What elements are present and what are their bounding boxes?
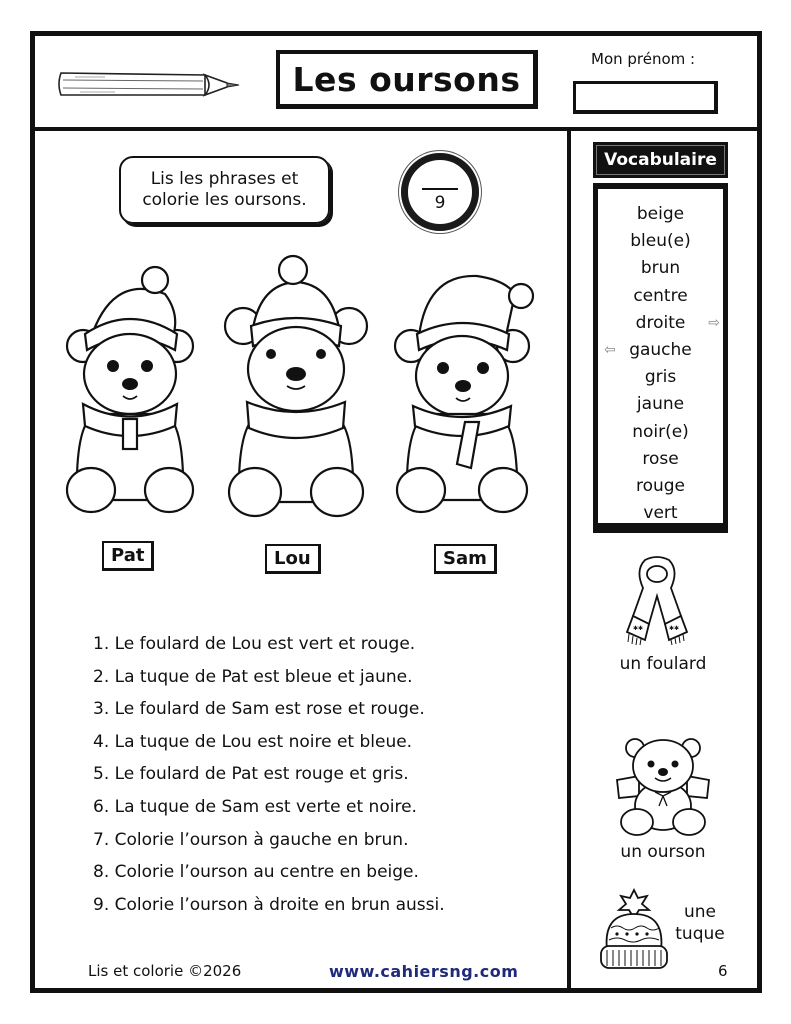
vocab-word-row — [598, 337, 723, 364]
bear-label-pat: Pat — [102, 541, 154, 571]
bear-label-lou: Lou — [265, 544, 321, 574]
vocab-word: centre — [633, 285, 688, 306]
winter-hat-icon — [597, 888, 671, 974]
sentence-item: 3. Le foulard de Sam est rose et rouge. — [93, 699, 425, 720]
name-label: Mon prénom : — [591, 50, 696, 68]
vocab-word: rose — [642, 448, 679, 469]
score-total: 9 — [434, 193, 446, 213]
svg-text:✱✱: ✱✱ — [633, 625, 644, 632]
page-title: Les oursons — [292, 59, 521, 99]
vocabulary-header: Vocabulaire — [593, 142, 728, 178]
worksheet — [30, 31, 762, 993]
vocab-word: gris — [644, 367, 677, 388]
sentence-list — [93, 628, 445, 921]
scarf-icon — [623, 554, 691, 646]
score-circle — [401, 153, 479, 231]
bear-lou-image[interactable] — [221, 254, 371, 534]
pencil-icon — [55, 69, 245, 99]
column-divider — [567, 131, 571, 988]
vocab-word: noir(e) — [632, 421, 689, 442]
vocabulary-box — [593, 183, 728, 533]
score-blank[interactable] — [422, 188, 458, 190]
vocab-word-row — [598, 310, 723, 337]
vocab-word: gauche — [629, 339, 692, 360]
header-divider — [35, 127, 757, 131]
sentence-item: 4. La tuque de Lou est noire et bleue. — [93, 731, 413, 752]
bear-caption: un ourson — [620, 842, 706, 862]
arrow-right-icon: ⇨ — [708, 314, 720, 331]
footer-website-link[interactable]: www.cahiersng.com — [329, 962, 519, 981]
hat-caption-line-1: une — [683, 902, 716, 922]
vocab-word: brun — [640, 258, 681, 279]
sentence-item: 6. La tuque de Sam est verte et noire. — [93, 796, 417, 817]
instruction-box — [119, 156, 330, 224]
scarf-caption: un foulard — [619, 654, 707, 674]
hat-caption-line-2: tuque — [675, 924, 725, 944]
sentence-item: 2. La tuque de Pat est bleue et jaune. — [93, 666, 413, 687]
footer-copyright: Lis et colorie ©2026 — [88, 962, 242, 980]
bears-illustration — [55, 254, 555, 534]
vocab-word: beige — [636, 204, 685, 224]
sentence-item: 5. Le foulard de Pat est rouge et gris. — [93, 764, 409, 785]
sentence-item: 7. Colorie l’ourson à gauche en brun. — [93, 829, 409, 850]
title-box — [276, 50, 538, 109]
vocab-word: droite — [635, 312, 686, 333]
vocab-word: rouge — [635, 475, 686, 496]
instruction-line-2: colorie les oursons. — [142, 190, 307, 210]
bear-label-sam: Sam — [434, 544, 497, 574]
svg-text:✱✱: ✱✱ — [669, 625, 680, 632]
teddy-bear-icon — [609, 736, 717, 836]
name-field[interactable] — [573, 81, 718, 114]
vocab-word: vert — [643, 503, 678, 524]
vocab-word: bleu(e) — [630, 231, 691, 252]
page-number: 6 — [718, 962, 728, 980]
instruction-line-1: Lis les phrases et — [150, 169, 299, 189]
vocabulary-list — [598, 189, 723, 527]
sentence-item: 8. Colorie l’ourson au centre en beige. — [93, 862, 419, 883]
sentence-item: 9. Colorie l’ourson à droite en brun aussi. — [93, 894, 445, 915]
bear-pat-image[interactable] — [55, 254, 205, 534]
bear-sam-image[interactable] — [387, 254, 537, 534]
sentence-item: 1. Le foulard de Lou est vert et rouge. — [93, 634, 416, 654]
vocab-word: jaune — [636, 394, 685, 415]
arrow-left-icon: ⇦ — [604, 341, 616, 358]
